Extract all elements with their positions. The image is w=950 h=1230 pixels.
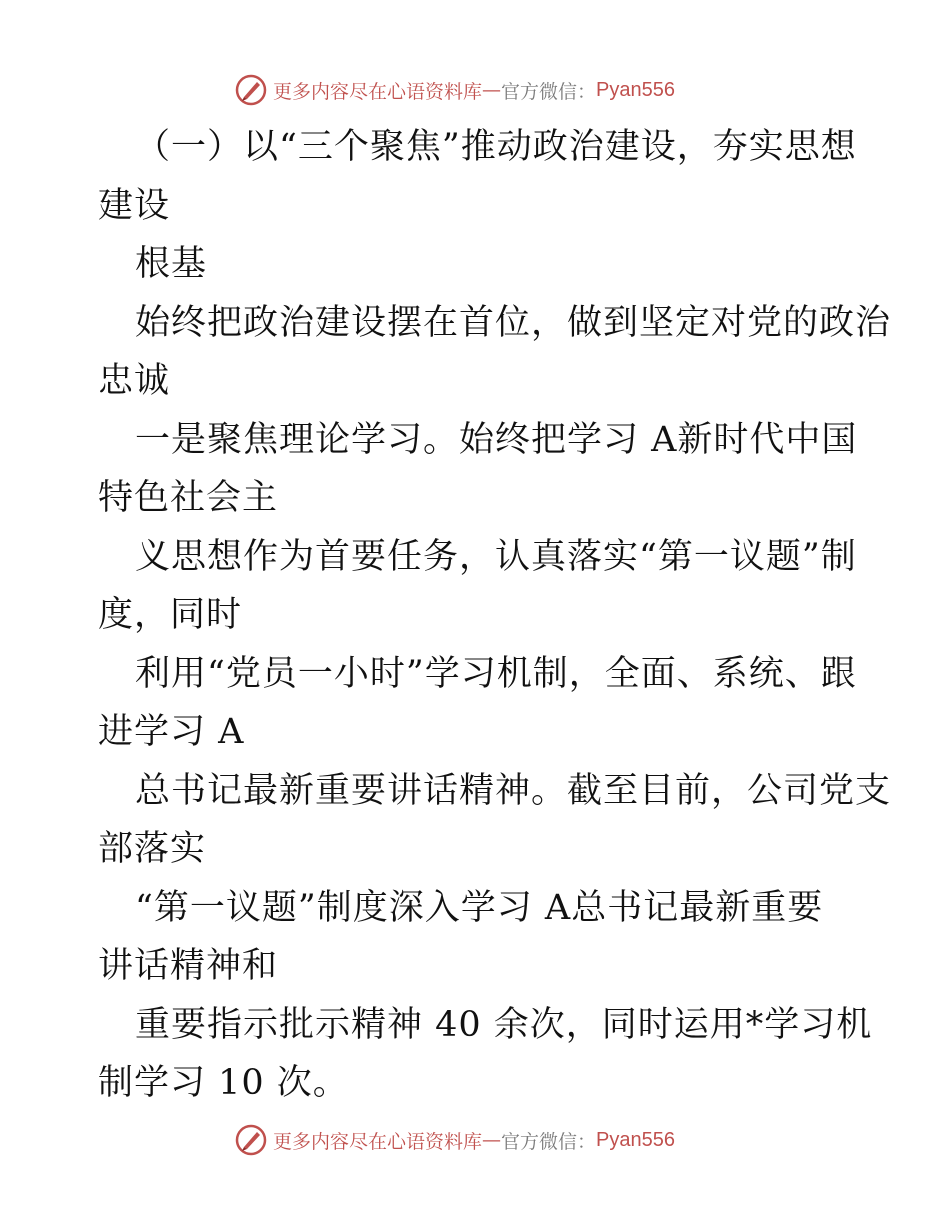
body-line: 讲话精神和 (98, 946, 279, 986)
body-line: 总书记最新重要讲话精神。截至目前，公司党支 (135, 770, 892, 811)
banner-wechat-id: Pyan556 (596, 78, 675, 101)
body-line: 义思想作为首要任务，认真落实“第一议题”制 (135, 536, 857, 577)
pen-logo-icon (235, 74, 267, 106)
document-body (98, 118, 892, 1113)
body-line: （一）以“三个聚焦”推动政治建设，夯实思想 (135, 127, 857, 167)
banner-dash: — (482, 1129, 502, 1151)
header-watermark (235, 72, 715, 108)
body-line: 一是聚焦理论学习。始终把学习 A新时代中国 (135, 419, 858, 460)
body-line: 度，同时 (98, 595, 243, 635)
banner-text: 更多内容尽在心语资料库 (273, 80, 483, 103)
footer-watermark (235, 1122, 715, 1158)
body-line: 利用“党员一小时”学习机制，全面、系统、跟 (135, 653, 857, 694)
body-line: 特色社会主 (98, 478, 279, 518)
body-line: 制学习 10 次。 (98, 1063, 349, 1103)
banner-wechat-id: Pyan556 (596, 1128, 675, 1151)
body-line: 始终把政治建设摆在首位，做到坚定对党的政治 (135, 302, 892, 343)
banner-wechat-label: 官方微信： (501, 1130, 597, 1153)
body-line: 建设 (98, 185, 171, 226)
body-line: 进学习 A (98, 712, 245, 752)
banner-dash: — (482, 79, 502, 101)
body-line: “第一议题”制度深入学习 A总书记最新重要 (135, 887, 824, 928)
body-line: 重要指示批示精神 40 余次，同时运用*学习机 (135, 1004, 873, 1045)
pen-logo-icon (235, 1124, 267, 1156)
banner-text: 更多内容尽在心语资料库 (273, 1130, 483, 1153)
banner-wechat-label: 官方微信： (501, 80, 597, 103)
body-line: 忠诚 (98, 361, 171, 401)
body-line: 部落实 (98, 829, 207, 869)
body-line: 根基 (135, 244, 208, 284)
